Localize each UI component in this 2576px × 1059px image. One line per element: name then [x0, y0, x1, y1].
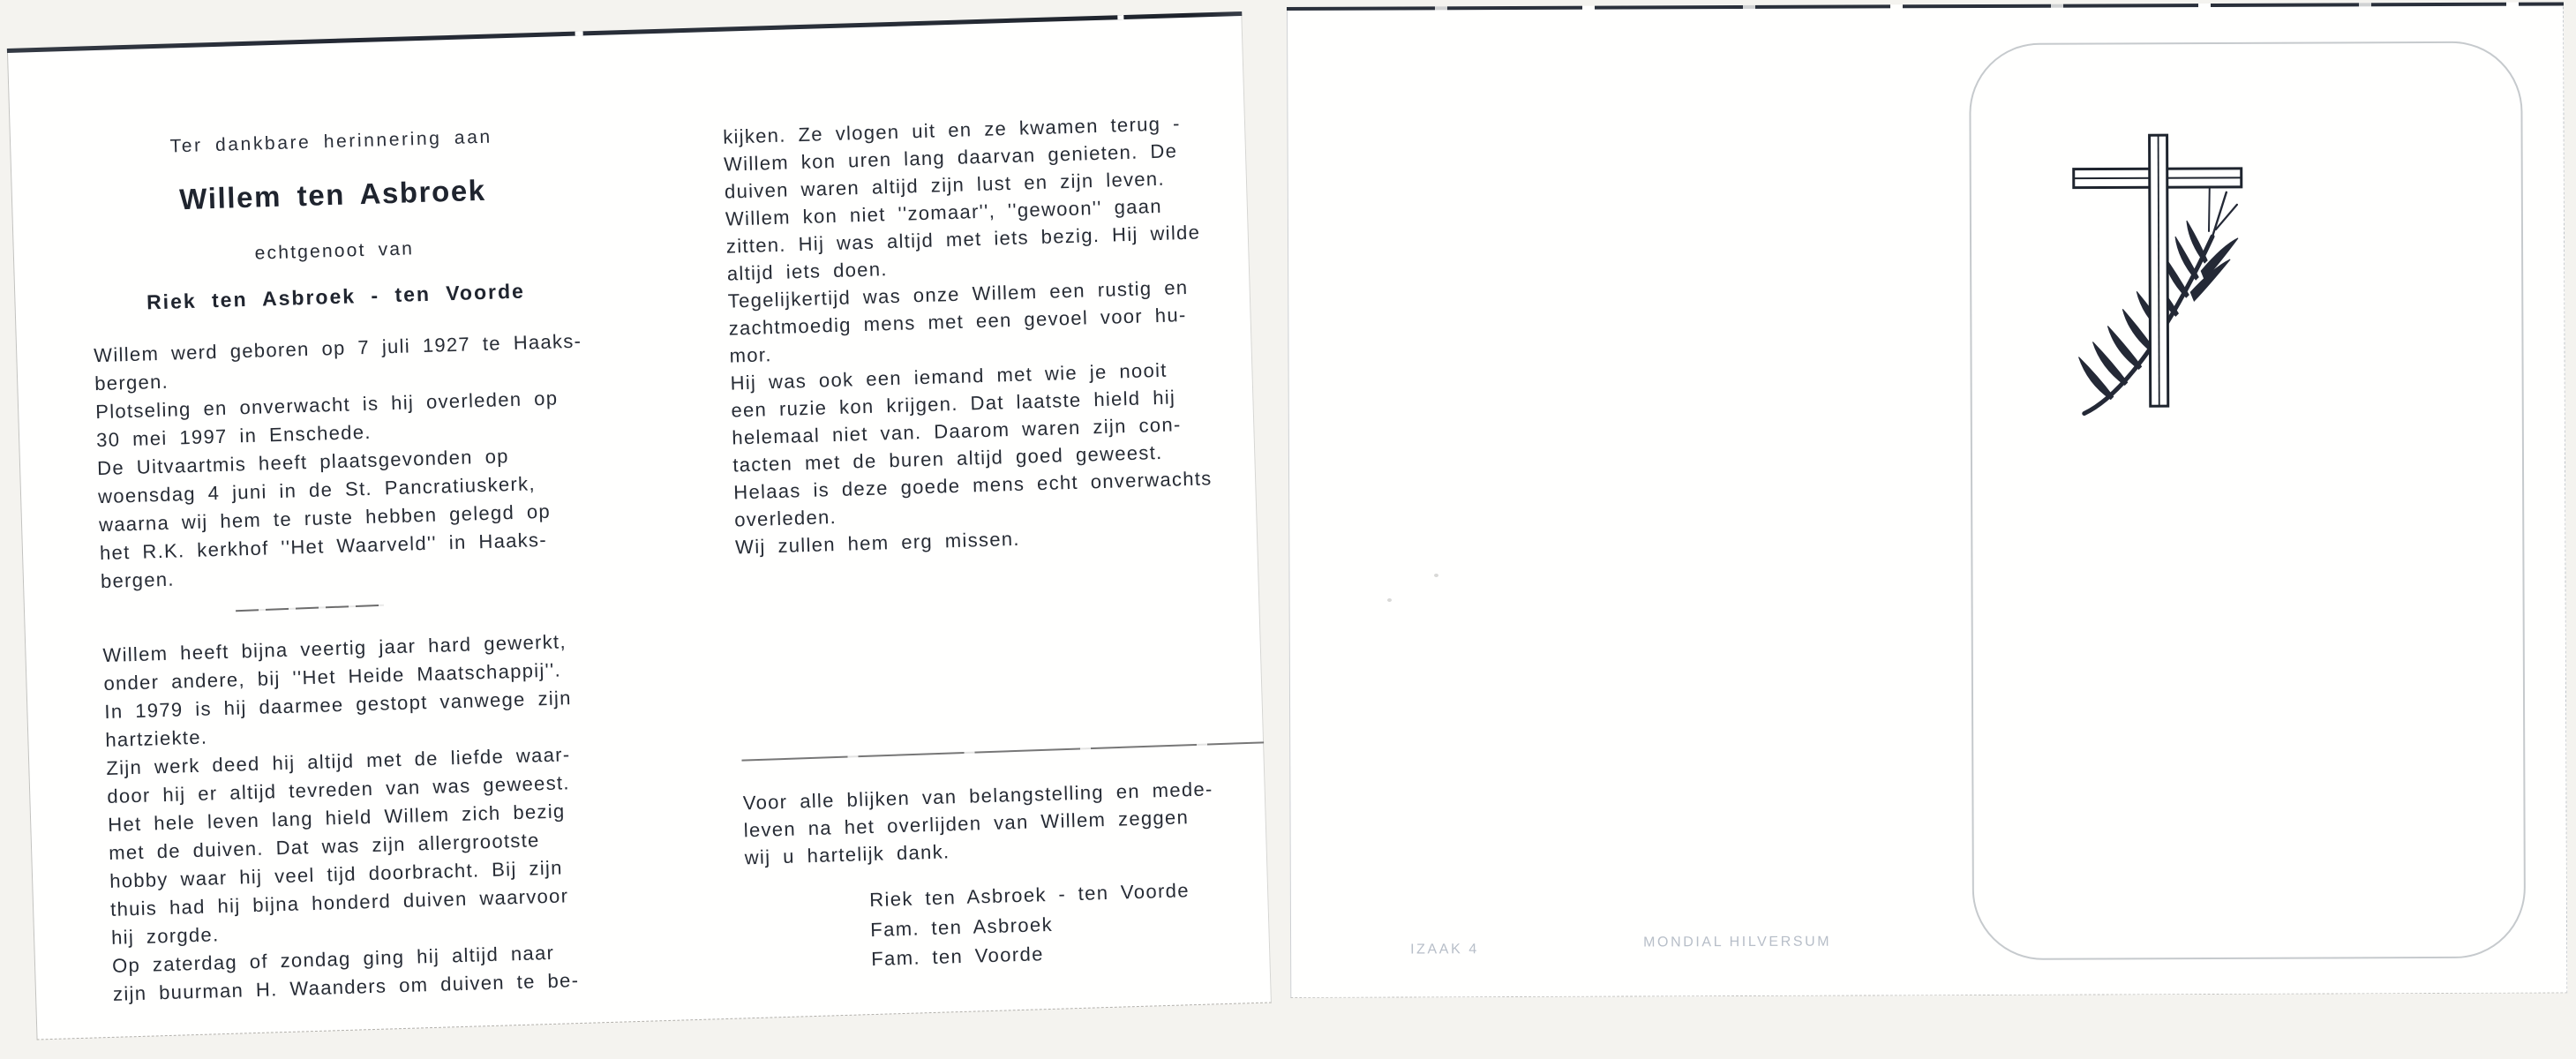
- card-top-edge: [1287, 2, 2564, 11]
- memorial-card-inside: [7, 16, 1272, 1040]
- biography-paragraph-3: kijken. Ze vlogen uit en ze kwamen terug - Willem kon uren lang daarvan genieten. De duiven waren altijd zijn lust en zijn leven. Willem kon niet ''zomaar'', ''gewoon'' gaan zitten. Hij was altijd met iets bezig. Hij wilde altijd iets doen. Tegelijkertijd was onze Willem een rustig en zachtmoedig mens met een gevoel voor hu- mor. Hij was ook een iemand met wie je nooit een ruzie kon krijgen. Dat laatste hield hij helemaal niet van. Daarom waren zijn con- tacten met de buren altijd goed geweest. Helaas is deze goede mens echt onverwachts overleden. Wij zullen hem erg missen.: [722, 112, 1213, 559]
- relation-line: echtgenoot van: [254, 238, 415, 264]
- section-divider: [236, 605, 384, 612]
- torn-edge-notch: [1117, 15, 1123, 19]
- scan-speck: [1434, 574, 1438, 577]
- torn-edge-notch: [575, 31, 583, 35]
- biography-paragraph-1: Willem werd geboren op 7 juli 1927 te Haaks- bergen. Plotseling en onverwacht is hij overleden op 30 mei 1997 in Enschede. De Uitvaartmis heeft plaatsgevonden op woensdag 4 juni in de St. Pancratiuskerk, waarna wij hem te ruste hebben gelegd op het R.K. kerkhof ''Het Waarveld'' in Haaks- bergen.: [93, 329, 582, 593]
- acknowledgement-paragraph: Voor alle blijken van belangstelling en mede- leven na het overlijden van Willem zeggen wij u hartelijk dank.: [742, 777, 1213, 869]
- deceased-name: Willem ten Asbroek: [178, 173, 487, 216]
- scan-speck: [1387, 598, 1392, 602]
- printer-name-label: MONDIAL HILVERSUM: [1643, 934, 1832, 950]
- cross-with-wheat-icon: [2071, 129, 2249, 421]
- signatories-list: Riek ten Asbroek - ten Voorde Fam. ten Asbroek Fam. ten Voorde: [868, 879, 1190, 971]
- printer-code-label: IZAAK 4: [1410, 942, 1479, 958]
- spouse-name: Riek ten Asbroek - ten Voorde: [146, 279, 526, 314]
- memorial-card-back: [1287, 2, 2567, 998]
- memorial-header: [61, 124, 606, 317]
- card-top-edge: [7, 11, 1243, 53]
- section-divider: [741, 741, 1264, 761]
- biography-paragraph-2: Willem heeft bijna veertig jaar hard gewerkt, onder andere, bij ''Het Heide Maatschappij''. In 1979 is hij daarmee gestopt vanwege zijn hartziekte. Zijn werk deed hij altijd met de liefde waar- door hij er altijd tevreden van was geweest. Het hele leven lang hield Willem zich bezig met de duiven. Dat was zijn allergrootste hobby waar hij veel tijd doorbracht. Bij zijn thuis had hij bijna honderd duiven waarvoor hij zorgde. Op zaterdag of zondag ging hij altijd naar zijn buurman H. Waanders om duiven te be-: [102, 630, 580, 1005]
- intro-line: Ter dankbare herinnering aan: [169, 126, 493, 157]
- cross-panel: [1969, 41, 2526, 960]
